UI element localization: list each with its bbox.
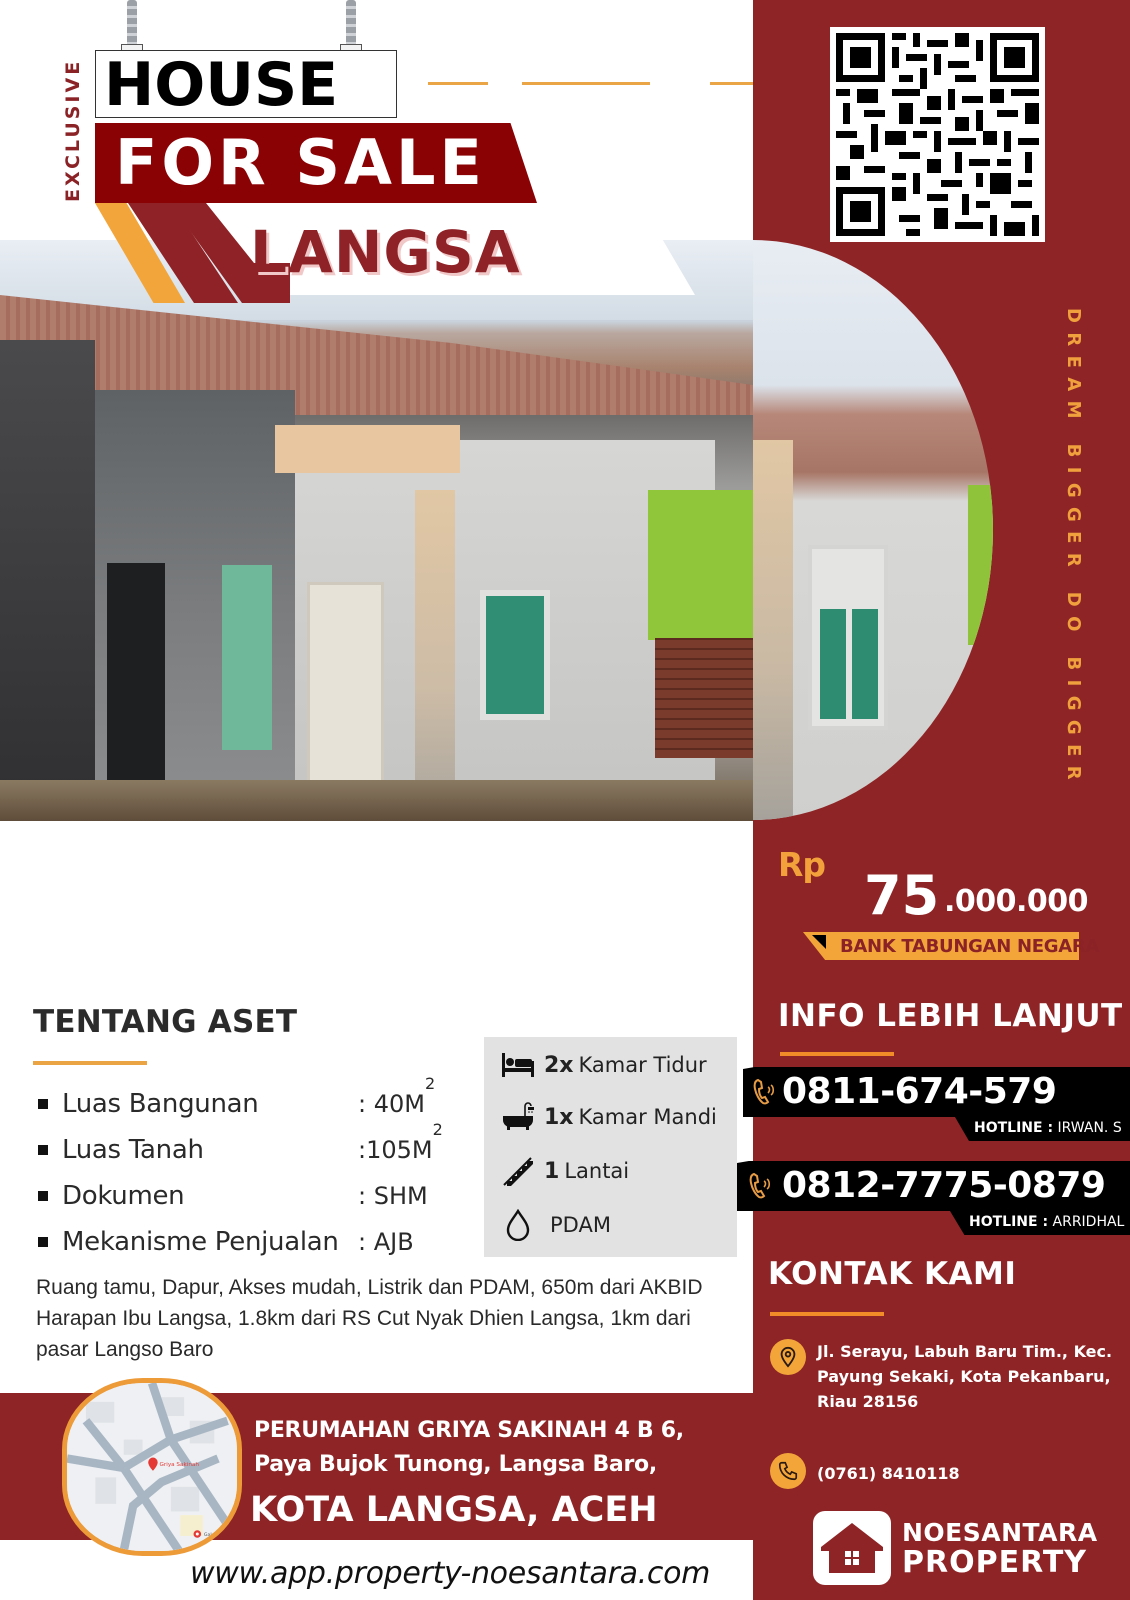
spec-value: :105M 2: [358, 1120, 443, 1164]
bullet-icon: [38, 1191, 48, 1201]
stairs-icon: [500, 1155, 536, 1187]
map-thumbnail: [67, 1383, 237, 1551]
spec-row: [38, 1177, 428, 1215]
spec-label: Mekanisme Penjualan: [62, 1227, 339, 1257]
spec-label: Luas Bangunan: [62, 1089, 259, 1119]
property-address-line1: PERUMAHAN GRIYA SAKINAH 4 B 6,: [254, 1418, 684, 1443]
bathtub-icon: [500, 1101, 536, 1133]
price-main: 75: [864, 864, 940, 927]
website-link[interactable]: www.app.property-noesantara.com: [190, 1556, 711, 1591]
feature-item: PDAM: [500, 1209, 611, 1241]
property-city: KOTA LANGSA, ACEH: [250, 1490, 658, 1530]
decor-dash: [522, 82, 650, 85]
bank-badge-triangle-icon: [812, 935, 826, 949]
for-sale-heading: FOR SALE: [115, 126, 486, 199]
price-currency: Rp: [778, 845, 826, 884]
title-underline: [770, 1312, 884, 1316]
spec-value: : SHM: [358, 1182, 428, 1210]
hotline-contact: [974, 1117, 1122, 1139]
water-drop-icon: [500, 1209, 536, 1241]
office-phone[interactable]: (0761) 8410118: [817, 1464, 960, 1483]
sign-chain: [346, 0, 356, 48]
brand-logo-text: [902, 1518, 1098, 1578]
hotline-number[interactable]: 0811-674-579: [782, 1071, 1057, 1112]
property-address-line2: Paya Bujok Tunong, Langsa Baro,: [254, 1452, 657, 1477]
office-address: Jl. Serayu, Labuh Baru Tim., Kec. Payung Sekaki, Kota Pekanbaru, Riau 28156: [817, 1342, 1113, 1411]
hotline-number[interactable]: 0812-7775-0879: [782, 1165, 1106, 1206]
location-pin-icon: [770, 1339, 806, 1375]
asset-title: TENTANG ASET: [33, 1004, 298, 1040]
feature-item: 2x Kamar Tidur: [500, 1049, 707, 1081]
spec-value: : AJB: [358, 1228, 414, 1256]
qr-code-icon: [836, 33, 1039, 236]
hotline-name: IRWAN. S: [1057, 1120, 1122, 1136]
spec-row: [38, 1120, 443, 1169]
location-map[interactable]: [62, 1378, 242, 1556]
hotline-label: HOTLINE :: [974, 1120, 1054, 1136]
title-underline: [780, 1052, 894, 1056]
city-heading: LANGSA: [250, 218, 521, 286]
bank-name: BANK TABUNGAN NEGARA: [840, 936, 1100, 957]
title-underline: [33, 1061, 147, 1065]
hotline-label: HOTLINE :: [969, 1214, 1049, 1230]
hotline-contact: [969, 1211, 1124, 1233]
spec-row: [38, 1074, 436, 1123]
tagline: DREAM BIGGER DO BIGGER: [1063, 308, 1084, 790]
spec-value: : 40M 2: [358, 1074, 436, 1118]
phone-ringing-icon: [748, 1171, 772, 1201]
house-photo-arc: [753, 240, 993, 820]
house-heading: HOUSE: [95, 50, 397, 118]
brand-name-line1: NOESANTARA: [902, 1518, 1098, 1547]
bullet-icon: [38, 1145, 48, 1155]
house-photo: [0, 240, 753, 821]
decor-dash: [710, 82, 753, 85]
qr-code[interactable]: [830, 27, 1045, 242]
decor-dash: [428, 82, 488, 85]
spec-label: Dokumen: [62, 1181, 185, 1211]
bed-icon: [500, 1049, 536, 1081]
features-panel: [484, 1037, 737, 1257]
phone-ringing-icon: [752, 1077, 776, 1107]
bullet-icon: [38, 1237, 48, 1247]
info-title: INFO LEBIH LANJUT: [778, 998, 1123, 1034]
bullet-icon: [38, 1099, 48, 1109]
house-logo-icon: [813, 1511, 891, 1585]
spec-row: [38, 1223, 414, 1261]
brand-name-line2: PROPERTY: [902, 1545, 1088, 1580]
spec-label: Luas Tanah: [62, 1135, 204, 1165]
exclusive-label: EXCLUSIVE: [62, 58, 84, 202]
phone-icon: [770, 1453, 806, 1489]
price-rest: .000.000: [944, 884, 1089, 919]
contact-title: KONTAK KAMI: [768, 1256, 1017, 1292]
feature-item: 1x Kamar Mandi: [500, 1101, 717, 1133]
svg-text:Galaxy: Galaxy: [203, 1532, 221, 1538]
feature-item: 1 Lantai: [500, 1155, 629, 1187]
asset-description: Ruang tamu, Dapur, Akses mudah, Listrik dan PDAM, 650m dari AKBID Harapan Ibu Langsa, 1.8km dari RS Cut Nyak Dhien Langsa, 1km dari pasar Langso Baro: [36, 1276, 703, 1361]
hotline-name: ARRIDHAL: [1052, 1214, 1125, 1230]
sign-chain: [127, 0, 137, 48]
svg-text:Griya Sakinah: Griya Sakinah: [159, 1462, 199, 1469]
